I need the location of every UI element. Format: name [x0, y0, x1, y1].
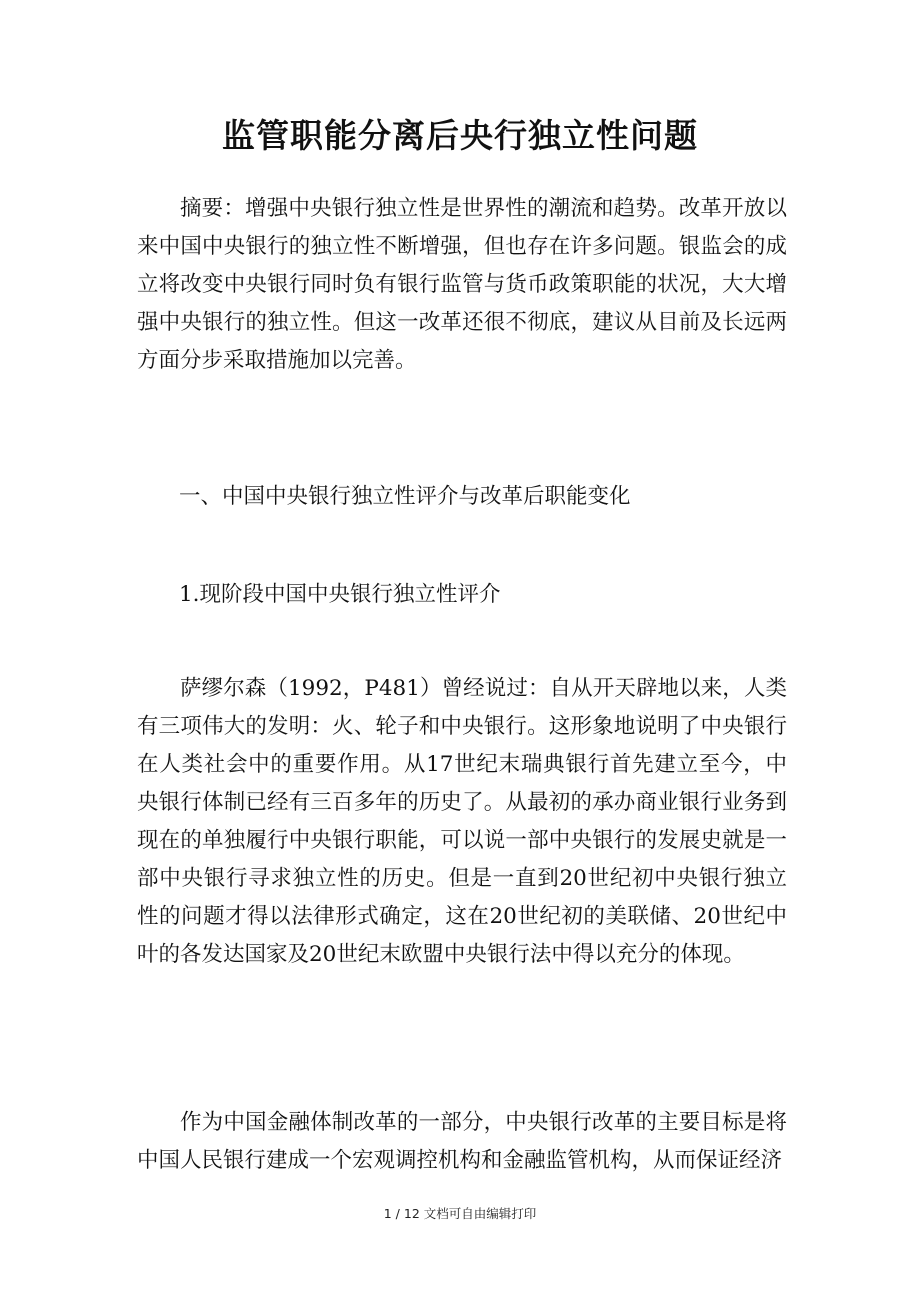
abstract-paragraph: 摘要：增强中央银行独立性是世界性的潮流和趋势。改革开放以来中国中央银行的独立性不断增强，但也存在许多问题。银监会的成立将改变中央银行同时负有银行监管与货币政策职能的状况，大大增强中央银行的独立性。但这一改革还很不彻底，建议从目前及长远两方面分步采取措施加以完善。: [137, 196, 787, 373]
body-paragraph-1: 萨缪尔森（1992，P481）曾经说过：自从开天辟地以来，人类有三项伟大的发明：火、轮子和中央银行。这形象地说明了中央银行在人类社会中的重要作用。从17世纪末瑞典银行首先建立至今，中央银行体制已经有三百多年的历史了。从最初的承办商业银行业务到现在的单独履行中央银行职能，可以说一部中央银行的发展史就是一部中央银行寻求独立性的历史。但是一直到20世纪初中央银行独立性的问题才得以法律形式确定，这在20世纪初的美联储、20世纪中叶的各发达国家及20世纪末欧盟中央银行法中得以充分的体现。: [137, 676, 787, 967]
section-heading: 一、中国中央银行独立性评介与改革后职能变化: [179, 484, 631, 509]
body-paragraph-2: 作为中国金融体制改革的一部分，中央银行改革的主要目标是将中国人民银行建成一个宏观调控机构和金融监管机构，从而保证经济: [137, 1110, 787, 1173]
document-title: 监管职能分离后央行独立性问题: [222, 116, 698, 155]
subsection-heading: 1.现阶段中国中央银行独立性评介: [179, 582, 501, 607]
page-footer: 1 / 12 文档可自由编辑打印: [383, 1206, 537, 1221]
